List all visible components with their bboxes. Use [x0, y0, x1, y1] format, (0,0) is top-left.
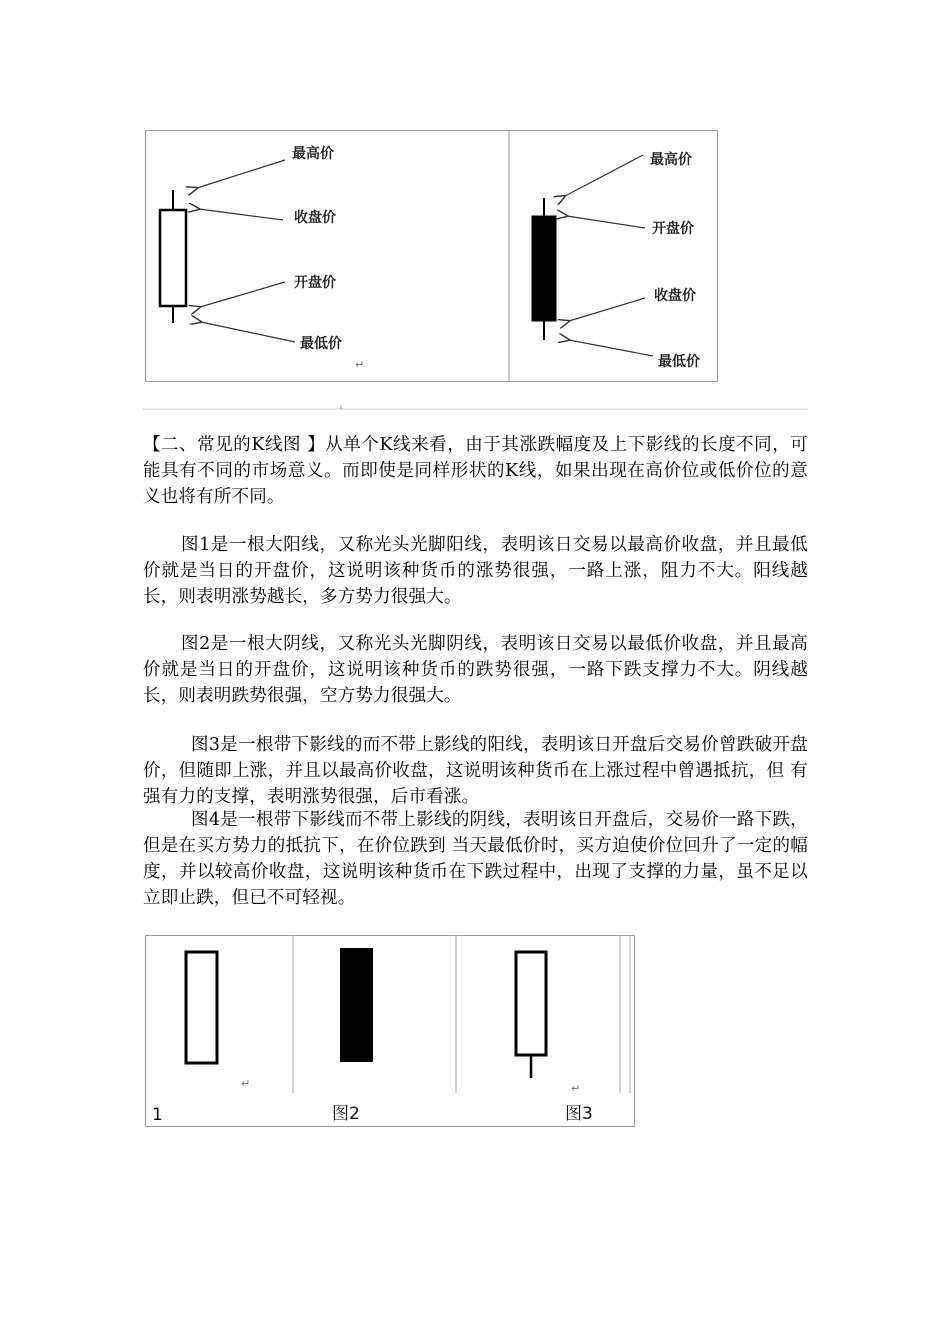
- filled-candle: [532, 198, 556, 340]
- hollow-candle: [160, 190, 186, 323]
- section-separator: [143, 398, 808, 406]
- hollow-candle-1: [186, 952, 217, 1063]
- paragraph-figure3: 图3是一根带下影线的而不带上影线的阳线，表明该日开盘后交易价曾跌破开盘价，但随即上涨，并且以最高价收盘，这说明该种货币在上涨过程中曾遇抵抗，但 有强有力的支撑，表明涨势很强，后市看涨。: [143, 735, 808, 807]
- figure-label-3: 图3: [565, 1104, 593, 1124]
- candlestick-anatomy-figure: [145, 130, 720, 385]
- label-open: 开盘价: [294, 275, 336, 291]
- label-low-right: 最低价: [658, 354, 700, 370]
- paragraph-figure1: 图1是一根大阳线，又称光头光脚阳线，表明该日交易以最高价收盘，并且最低价就是当日的开盘价，这说明该种货币的涨势很强，一路上涨，阻力不大。阳线越长，则表明涨势越长，多方势力很强大。: [143, 535, 808, 607]
- label-low: 最低价: [300, 336, 342, 352]
- paragraph-figure2: 图2是一根大阴线，又称光头光脚阴线，表明该日交易以最低价收盘，并且最高价就是当日的开盘价，这说明该种货币的跌势很强，一路下跌支撑力不大。阴线越长，则表明跌势很强，空方势力很强大。: [143, 634, 808, 706]
- label-close: 收盘价: [294, 210, 336, 226]
- filled-candle-2: [340, 948, 373, 1062]
- return-mark-1: ↵: [241, 1077, 251, 1090]
- figure-label-1: 1: [152, 1105, 163, 1125]
- paragraph-figure4: 图4是一根带下影线而不带上影线的阴线，表明该日开盘后，交易价一路下跌，但是在买方势力的抵抗下，在价位跌到 当天最低价时，买方迫使价位回升了一定的幅度，并以较高价收盘，这说明该种货币在下跌过程中，出现了支撑的力量，虽不足以立即止跌，但已不可轻视。: [143, 810, 808, 908]
- label-close-right: 收盘价: [654, 288, 696, 304]
- label-high: 最高价: [292, 146, 334, 162]
- label-high-right: 最高价: [650, 152, 692, 168]
- paragraph-intro: 【二、常见的K线图 】从单个K线来看，由于其涨跌幅度及上下影线的长度不同，可能具有不同的市场意义。而即使是同样形状的K线，如果出现在高价位或低价位的意义也将有所不同。: [143, 435, 808, 507]
- label-open-right: 开盘价: [652, 221, 694, 237]
- figure-label-2: 图2: [332, 1104, 360, 1124]
- candle-types-figure: [145, 935, 637, 1129]
- return-mark-2: ↵: [571, 1082, 581, 1095]
- return-mark: ↵: [355, 358, 365, 371]
